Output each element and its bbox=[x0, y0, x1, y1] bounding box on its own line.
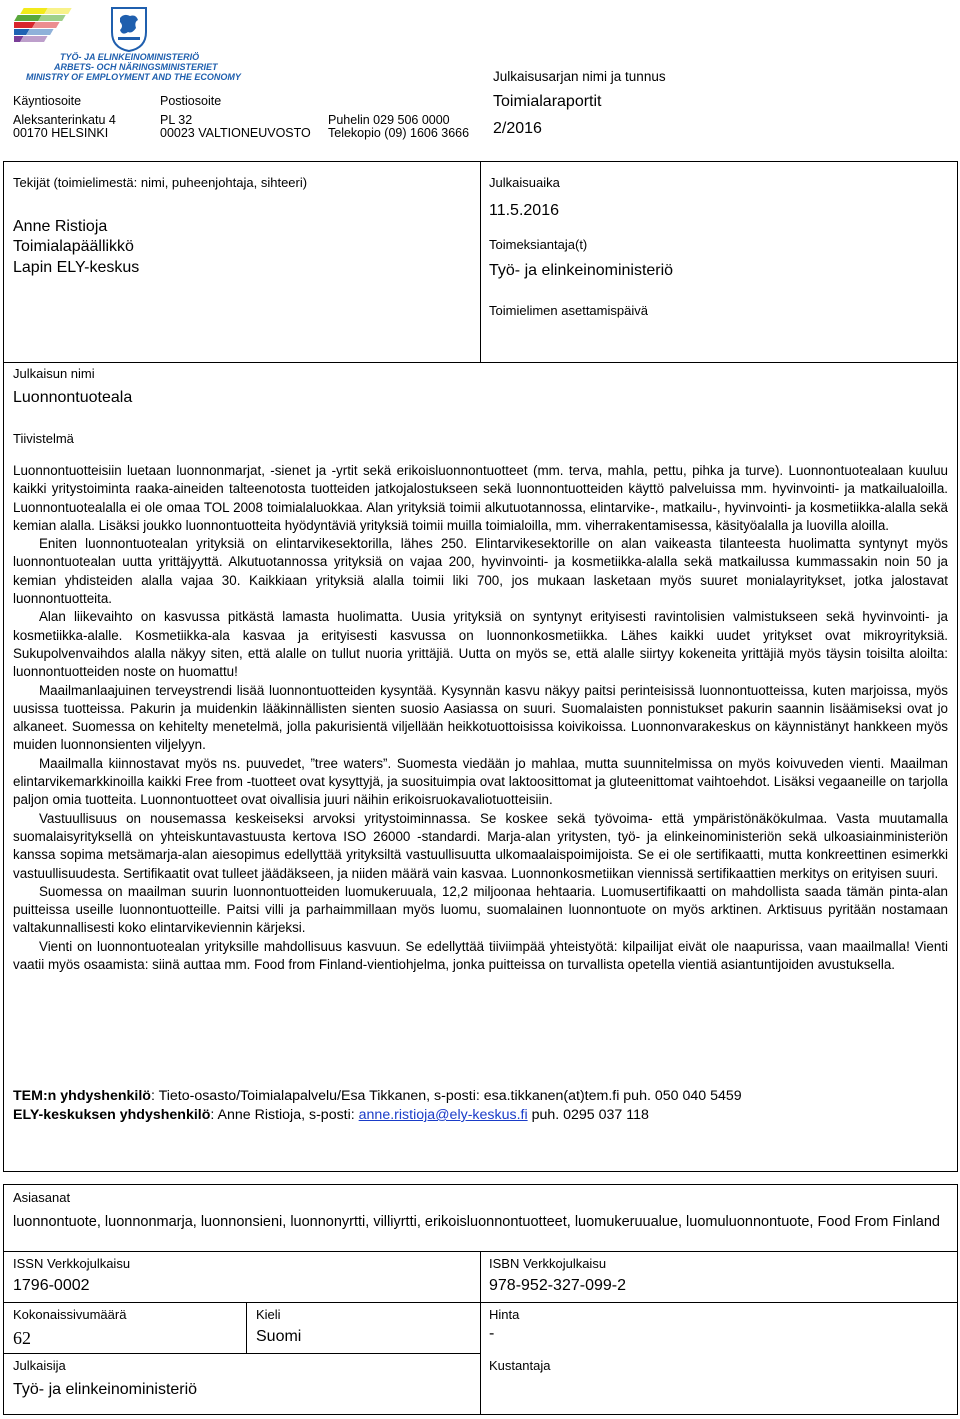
footer-divider-vertical-2 bbox=[246, 1302, 247, 1353]
publisher-value: Työ- ja elinkeinoministeriö bbox=[13, 1381, 198, 1398]
publisher-label: Julkaisija bbox=[13, 1358, 66, 1373]
summary-paragraph: Vastuullisuus on nousemassa keskeiseksi arvoksi yritystoiminnassa. Se koskee sekä työvoima- että ympäristönäkökulmaa. Vasta muutamalla suomalaisyrityksellä on yhteiskuntavastuusta kertova ISO 26000 -standardi. Marja-alan yritysten, työ- ja elinkeinoministeriön sekä ulkoasiainministeriön kanssa sopima metsämarja-alan aiesopimus edellyttää yrityksiltä vastuullisuutta ulkomaalaispoimijoista. Se ei ole sertifikaatti, mutta konkreettinen esimerkki vastuullisuudesta. Sertifikaatit ovat tulleet jäädäkseen, ja niiden määrä vain kasvaa. Luonnonkosmetiikan viennissä sertifikaattien merkitys on erityisen suuri. bbox=[13, 810, 948, 881]
series-number: 2/2016 bbox=[493, 120, 542, 137]
keywords-label: Asiasanat bbox=[13, 1190, 71, 1205]
page-count-value: 62 bbox=[13, 1328, 31, 1348]
visiting-address-street: Aleksanterinkatu 4 bbox=[13, 113, 116, 127]
tem-contact bbox=[13, 1087, 742, 1106]
summary-paragraph: Maailmanlaajuinen terveystrendi lisää luonnontuotteiden kysyntää. Kysynnän kasvu näkyy paitsi perinteisissä luonnontuotteissa, kuten marjoissa, myös uusissa tuotteissa. Pakurin ja muidenkin lääkinnällisten sienten suosio Aasiassa on suuri. Suomalaisten ponnistukset pakurin saannin lisäämiseksi ovat jo alkaneet. Suomessa on kehitelty menetelmä, jolla pakurisientä viljellään heikkotuottoisissa koivikoissa. Luonnonvarakeskus on käynnistänyt hankkeen myös muiden luonnonsienten viljelyyn. bbox=[13, 682, 948, 753]
price-label: Hinta bbox=[489, 1307, 520, 1322]
summary-paragraph: Alan liikevaihto on kasvussa pitkästä lamasta huolimatta. Uusia yrityksiä on syntynyt erityisesti ravintolisien valmistukseen sekä hyvinvointi- ja kosmetiikka-alalle. Kosmetiikka-ala kasvaa ja erityisesti kasvussa on luonnonkosmetiikka. Lähes kaikki uudet yritykset ovat mikroyrityksiä. Sukupolvenvaihdos alalla näkyy siten, että alalle on tullut nuoria yrittäjiä. Uutta on myös se, että alalle siirtyy kokeneita yrittäjiä myös täysin toisilta aloilta: luonnontuotteiden noste on huomattu! bbox=[13, 609, 948, 680]
language-label: Kieli bbox=[256, 1307, 281, 1322]
ministry-name-sv: ARBETS- OCH NÄRINGSMINISTERIET bbox=[54, 62, 218, 72]
page-count-label: Kokonaissivumäärä bbox=[13, 1307, 127, 1322]
ely-contact bbox=[13, 1106, 649, 1125]
ministry-logo bbox=[14, 4, 241, 82]
appointment-date-label: Toimielimen asettamispäivä bbox=[489, 303, 648, 318]
visiting-address-label: Käyntiosoite bbox=[13, 94, 82, 108]
footer-divider-3 bbox=[3, 1353, 481, 1354]
ministry-name-fi: TYÖ- JA ELINKEINOMINISTERIÖ bbox=[60, 52, 200, 62]
commissioner-label: Toimeksiantaja(t) bbox=[489, 237, 588, 252]
keywords-value: luonnontuote, luonnonmarja, luonnonsieni, luonnonyrtti, villiyrtti, erikoisluonnontuotteet, luomukeruualue, luomuluonnontuote, Food From Finland bbox=[13, 1214, 940, 1230]
ministry-name-en: MINISTRY OF EMPLOYMENT AND THE ECONOMY bbox=[26, 72, 241, 82]
color-flags-graphic bbox=[14, 4, 109, 48]
summary-paragraph: Eniten luonnontuotealan yrityksiä on elintarvikesektorilla, lähes 250. Elintarvikesektorille on alan vaikeasta tilanteesta huolimatta syntynyt myös luonnontuotealan uutta yrittäjyyttä. Alkutuotannossa yrityksiä on vajaa 200, hyvinvointi- ja kosmetiikka-alalla sekä matkailussa kummassakin noin 50 ja kemian yhdisteiden alalla vajaa 30. Kaikkiaan yrityksiä alalla toimii liki 700, jos mukaan lasketaan myös suuret monialayritykset, jotka jalostavat luonnontuotteita. bbox=[13, 536, 948, 607]
summary-paragraph: Suomessa on maailman suurin luonnontuotteiden luomukeruuala, 12,2 miljoonaa hehtaaria. Luomusertifikaatti on mahdollista saada tämän pinta-alan puitteissa useille luonnontuotteille. Paitsi villi ja parhaimmillaan myös luomu, suomalainen luonnontuote on myös arktinen. Arktisuus pyritään nostamaan valtakunnallisesti koko elintarvikeviennin kärjeksi. bbox=[13, 883, 948, 936]
visiting-address-city: 00170 HELSINKI bbox=[13, 126, 109, 140]
author-title: Toimialapäällikkö bbox=[13, 238, 134, 255]
postal-address-city: 00023 VALTIONEUVOSTO bbox=[160, 126, 311, 140]
publication-date: 11.5.2016 bbox=[489, 202, 559, 219]
publication-name-label: Julkaisun nimi bbox=[13, 366, 95, 381]
language-value: Suomi bbox=[256, 1328, 302, 1345]
ely-contact-label: ELY-keskuksen yhdyshenkilö bbox=[13, 1107, 211, 1123]
form-divider-vertical-top bbox=[480, 161, 481, 363]
author-name: Anne Ristioja bbox=[13, 218, 108, 235]
finnish-lion-crest-icon bbox=[106, 4, 152, 52]
issn-value: 1796-0002 bbox=[13, 1277, 90, 1294]
ely-contact-phone: puh. 0295 037 118 bbox=[527, 1107, 649, 1123]
ely-contact-details: : Anne Ristioja, s-posti: bbox=[210, 1107, 359, 1123]
postal-address-label: Postiosoite bbox=[160, 94, 222, 108]
form-divider-horizontal-1 bbox=[3, 362, 958, 363]
phone-number: Puhelin 029 506 0000 bbox=[328, 113, 450, 127]
ely-email-link[interactable]: anne.ristioja@ely-keskus.fi bbox=[358, 1107, 528, 1123]
issn-label: ISSN Verkkojulkaisu bbox=[13, 1256, 131, 1271]
flag-stripe-red bbox=[14, 22, 36, 28]
postal-address-box: PL 32 bbox=[160, 113, 193, 127]
authors-label: Tekijät (toimielimestä: nimi, puheenjohtaja, sihteeri) bbox=[13, 175, 308, 190]
summary-label: Tiivistelmä bbox=[13, 431, 74, 446]
series-label: Julkaisusarjan nimi ja tunnus bbox=[493, 69, 666, 84]
isbn-value: 978-952-327-099-2 bbox=[489, 1277, 626, 1294]
summary-paragraph: Luonnontuotteisiin luetaan luonnonmarjat, -sienet ja -yrtit sekä erikoisluonnontuotteet (mm. terva, mahla, pettu, pihka ja turve). Luonnontuotealaan kuuluu kaikki yritystoiminta raaka-aineiden talteenotosta tuotteiden jatkojalostukseen sekä luonnontuotteiden käyttö palveluissa mm. hyvinvointi- ja matkailualoilla. Luonnontuotealalla ei ole omaa TOL 2008 toimialaluokkaa. Alan yrityksiä toimii alkutuotannossa, elintarvike-, matkailu-, hyvinvointi- ja kosmetiikka-alalla sekä kemian alalla. Lisäksi joukko luonnontuotteita hyödyntäviä yrityksiä toimii muilla toimialoilla, mm. viherrakentamisessa, käsityöalalla ja luovilla aloilla. bbox=[13, 463, 948, 533]
publication-date-label: Julkaisuaika bbox=[489, 175, 560, 190]
summary-text bbox=[13, 462, 948, 974]
flag-stripe-yellow bbox=[20, 8, 47, 14]
price-value: - bbox=[489, 1325, 495, 1342]
footer-divider-vertical bbox=[480, 1251, 481, 1415]
publication-name: Luonnontuoteala bbox=[13, 389, 133, 406]
distributor-label: Kustantaja bbox=[489, 1358, 551, 1373]
summary-paragraph: Vienti on luonnontuotealan yrityksille mahdollisuus kasvuun. Se edellyttää tiiviimpää yhteistyötä: kilpailijat eivät ole naapurissa, vaan maailmalla! Vienti vaatii myös osaamista: siinä auttaa mm. Food from Finland-vientiohjelma, jonka puitteissa on turvallista opetella vientiä asiantuntijoiden avustuksella. bbox=[13, 938, 948, 973]
summary-paragraph: Maailmalla kiinnostavat myös ns. puuvedet, ”tree waters”. Suomesta viedään jo mahlaa, mutta suunnitelmissa on myös koivuveden vienti. Maailman elintarvikemarkkinoilla kaikki Free from -tuotteet ovat kysyttyjä, ja suosituimpia ovat laktoosittomat ja gluteenittomat vaihtoehdot. Lisäksi vegaaneille on tarjolla paljon omia tuotteita. Luonnontuotteet ovat oivallisia juuri näihin erikoisruokavaliotuotteisiin. bbox=[13, 755, 948, 808]
tem-contact-details: : Tieto-osasto/Toimialapalvelu/Esa Tikkanen, s-posti: esa.tikkanen(at)tem.fi puh. 050 040 5459 bbox=[150, 1088, 742, 1104]
tem-contact-label: TEM:n yhdyshenkilö bbox=[13, 1088, 151, 1104]
series-name: Toimialaraportit bbox=[493, 93, 602, 110]
commissioner-name: Työ- ja elinkeinoministeriö bbox=[489, 262, 674, 279]
fax-number: Telekopio (09) 1606 3666 bbox=[328, 126, 470, 140]
isbn-label: ISBN Verkkojulkaisu bbox=[489, 1256, 607, 1271]
author-organization: Lapin ELY-keskus bbox=[13, 259, 140, 276]
flag-stripe-green bbox=[14, 15, 41, 21]
